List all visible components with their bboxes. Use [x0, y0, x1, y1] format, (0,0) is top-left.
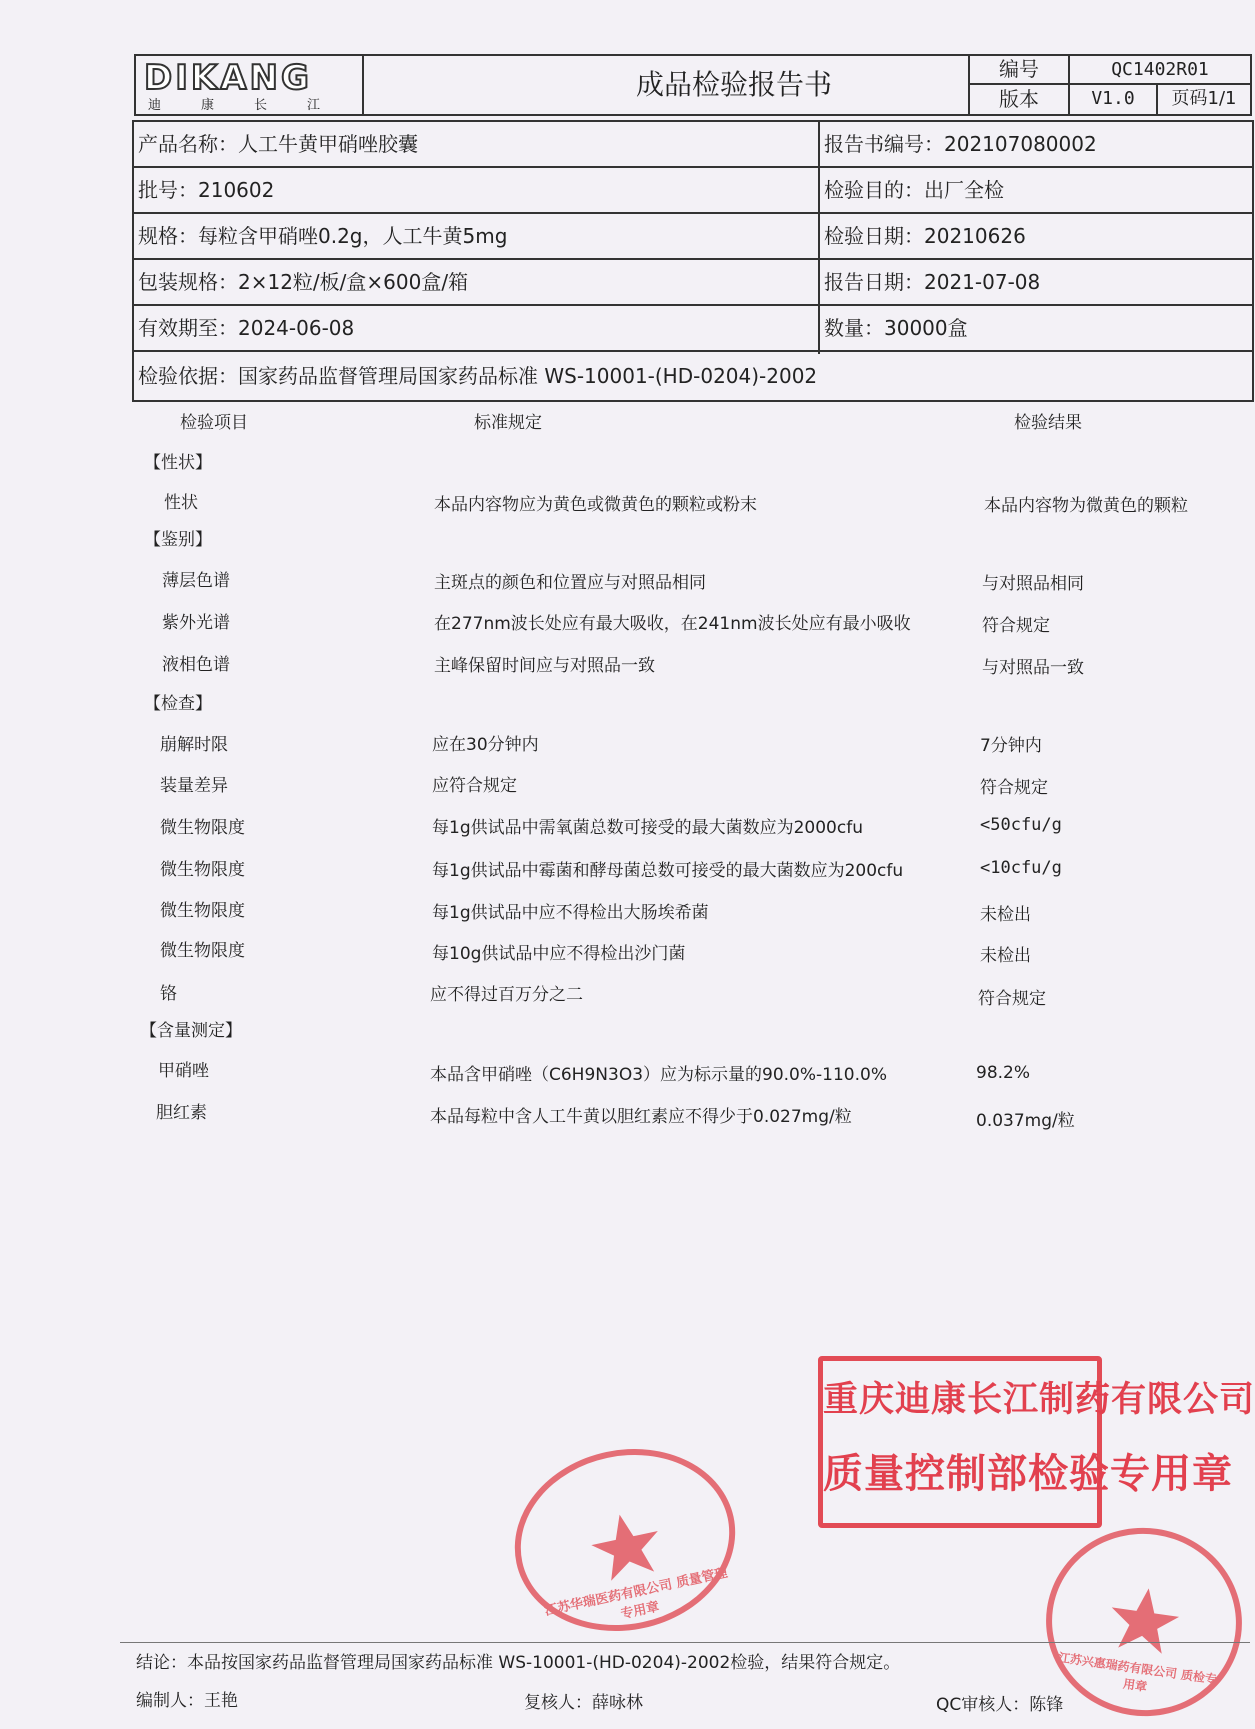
batch-number: 批号：210602 [138, 178, 275, 202]
item-standard: 在277nm波长处应有最大吸收，在241nm波长处应有最小吸收 [434, 614, 911, 634]
section-appearance: 【性状】 [144, 453, 212, 473]
item-result: 0.037mg/粒 [976, 1111, 1075, 1131]
item-result: 符合规定 [978, 989, 1046, 1009]
item-result: 符合规定 [980, 778, 1048, 798]
item-name: 液相色谱 [162, 655, 230, 675]
qc-reviewer: QC审核人：陈锋 [936, 1695, 1064, 1715]
item-result: <50cfu/g [980, 815, 1062, 835]
round-seal-1 [498, 1429, 753, 1651]
header-meta [968, 56, 1250, 114]
round-seal-2 [1034, 1515, 1254, 1728]
report-number: 报告书编号：202107080002 [824, 132, 1097, 156]
column-header-standard: 标准规定 [474, 413, 542, 433]
item-result: 未检出 [980, 946, 1031, 966]
conclusion: 结论：本品按国家药品监督管理局国家药品标准 WS-10001-(HD-0204)-2002检验，结果符合规定。 [136, 1653, 901, 1673]
item-standard: 每1g供试品中应不得检出大肠埃希菌 [432, 903, 709, 923]
product-name: 产品名称：人工牛黄甲硝唑胶囊 [138, 132, 418, 156]
section-identification: 【鉴别】 [144, 530, 212, 550]
info-row [134, 306, 1252, 352]
info-table [132, 120, 1254, 402]
item-result: 本品内容物为微黄色的颗粒 [984, 496, 1188, 516]
reviewed-by: 复核人：薛咏林 [524, 1693, 643, 1713]
code-label: 编号 [968, 56, 1068, 85]
column-header-result: 检验结果 [1014, 413, 1082, 433]
footer-divider [120, 1642, 1250, 1643]
item-result: 98.2% [976, 1063, 1031, 1083]
company-qc-stamp [818, 1356, 1255, 1528]
item-name: 微生物限度 [160, 860, 245, 880]
seal-2-text: 江苏兴惠瑞药有限公司 质检专用章 [1057, 1650, 1218, 1694]
info-row [134, 214, 1252, 260]
item-name: 崩解时限 [160, 735, 228, 755]
logo-chinese: 迪康长江 [148, 98, 361, 113]
item-standard: 每1g供试品中需氧菌总数可接受的最大菌数应为2000cfu [432, 818, 863, 838]
item-result: <10cfu/g [980, 858, 1062, 878]
item-standard: 每1g供试品中霉菌和酵母菌总数可接受的最大菌数应为200cfu [432, 861, 904, 881]
column-header-item: 检验项目 [180, 413, 248, 433]
seal-1-text: 江苏华瑞医药有限公司 质量管理专用章 [543, 1565, 729, 1623]
item-name: 微生物限度 [160, 941, 245, 961]
report-header [134, 54, 1252, 116]
quantity: 数量：30000盒 [824, 316, 968, 340]
item-standard: 主斑点的颜色和位置应与对照品相同 [434, 573, 706, 593]
item-name: 胆红素 [156, 1103, 207, 1123]
specification: 规格：每粒含甲硝唑0.2g，人工牛黄5mg [138, 224, 508, 248]
item-result: 7分钟内 [980, 736, 1042, 756]
section-inspection: 【检查】 [144, 694, 212, 714]
item-standard: 每10g供试品中应不得检出沙门菌 [432, 944, 686, 964]
info-row [134, 122, 1252, 168]
item-name: 微生物限度 [160, 901, 245, 921]
stamp-line-1: 重庆迪康长江制药有限公司 [823, 1380, 1255, 1420]
item-result: 与对照品相同 [982, 574, 1084, 594]
version-value: V1.0 [1068, 85, 1156, 114]
item-result: 未检出 [980, 905, 1031, 925]
code-value: QC1402R01 [1068, 56, 1250, 85]
info-row [134, 260, 1252, 306]
logo-wordmark: DIKANG [144, 58, 312, 98]
item-standard: 本品含甲硝唑（C6H9N3O3）应为标示量的90.0%-110.0% [430, 1065, 887, 1085]
item-standard: 应不得过百万分之二 [430, 985, 583, 1005]
info-row [134, 168, 1252, 214]
item-standard: 主峰保留时间应与对照品一致 [434, 656, 655, 676]
packaging-spec: 包装规格：2×12粒/板/盒×600盒/箱 [138, 270, 469, 294]
info-row [134, 352, 1252, 400]
item-name: 薄层色谱 [162, 571, 230, 591]
test-basis: 检验依据：国家药品监督管理局国家药品标准 WS-10001-(HD-0204)-2002 [138, 364, 818, 388]
report-date: 报告日期：2021-07-08 [824, 270, 1041, 294]
section-assay: 【含量测定】 [140, 1021, 242, 1041]
page-number: 页码1/1 [1156, 85, 1250, 114]
test-date: 检验日期：20210626 [824, 224, 1026, 248]
test-purpose: 检验目的：出厂全检 [824, 178, 1004, 202]
item-name: 微生物限度 [160, 818, 245, 838]
company-logo [136, 56, 364, 114]
stamp-line-2: 质量控制部检验专用章 [823, 1451, 1233, 1497]
item-name: 装量差异 [160, 776, 228, 796]
item-name: 紫外光谱 [162, 613, 230, 633]
expiry-date: 有效期至：2024-06-08 [138, 316, 355, 340]
item-result: 符合规定 [982, 616, 1050, 636]
item-standard: 本品每粒中含人工牛黄以胆红素应不得少于0.027mg/粒 [430, 1107, 852, 1127]
item-standard: 应符合规定 [432, 776, 517, 796]
item-standard: 应在30分钟内 [432, 735, 539, 755]
item-name: 铬 [160, 984, 177, 1004]
document-title: 成品检验报告书 [635, 68, 832, 101]
item-name: 性状 [164, 493, 198, 513]
item-result: 与对照品一致 [982, 658, 1084, 678]
item-name: 甲硝唑 [158, 1061, 209, 1081]
item-standard: 本品内容物应为黄色或微黄色的颗粒或粉末 [434, 495, 757, 515]
prepared-by: 编制人：王艳 [136, 1691, 238, 1711]
version-label: 版本 [968, 85, 1068, 114]
